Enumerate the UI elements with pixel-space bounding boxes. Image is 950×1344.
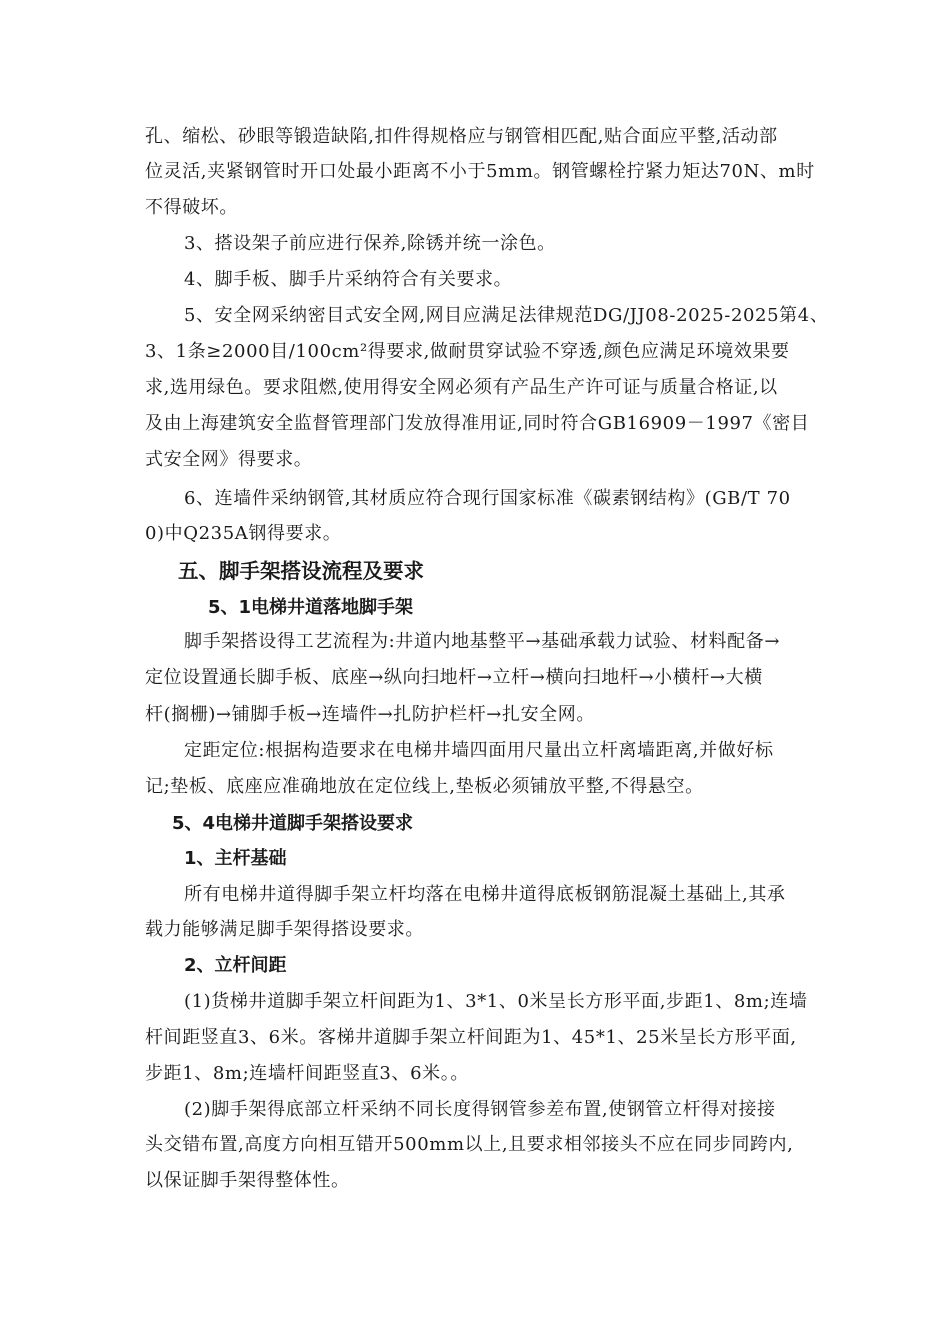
- subsection-heading: 5、1电梯井道落地脚手架: [208, 597, 414, 618]
- paragraph-line: 不得破坏。: [145, 197, 238, 218]
- item-heading: 2、立杆间距: [184, 955, 287, 976]
- subsection-heading: 5、4电梯井道脚手架搭设要求: [172, 813, 414, 834]
- paragraph-line: 所有电梯井道得脚手架立杆均落在电梯井道得底板钢筋混凝土基础上,其承: [184, 884, 786, 905]
- paragraph-line: (2)脚手架得底部立杆采纳不同长度得钢管参差布置,使钢管立杆得对接接: [184, 1099, 776, 1120]
- paragraph-line: 头交错布置,高度方向相互错开500mm以上,且要求相邻接头不应在同步同跨内,: [145, 1134, 794, 1155]
- paragraph-line: 步距1、8m;连墙杆间距竖直3、6米。。: [145, 1063, 469, 1084]
- paragraph-line: (1)货梯井道脚手架立杆间距为1、3*1、0米呈长方形平面,步距1、8m;连墙: [184, 991, 808, 1012]
- list-item: 5、安全网采纳密目式安全网,网目应满足法律规范DG/JJ08-2025-2025第4、: [184, 305, 829, 326]
- paragraph-line: 脚手架搭设得工艺流程为:井道内地基整平→基础承载力试验、材料配备→: [184, 631, 781, 652]
- list-item: 4、脚手板、脚手片采纳符合有关要求。: [184, 269, 513, 290]
- paragraph-line: 求,选用绿色。要求阻燃,使用得安全网必须有产品生产许可证与质量合格证,以: [145, 377, 778, 398]
- paragraph-line: 孔、缩松、砂眼等锻造缺陷,扣件得规格应与钢管相匹配,贴合面应平整,活动部: [145, 126, 778, 147]
- list-item: 3、搭设架子前应进行保养,除锈并统一涂色。: [184, 233, 556, 254]
- paragraph-line: 位灵活,夹紧钢管时开口处最小距离不小于5mm。钢管螺栓拧紧力矩达70N、m时: [145, 161, 815, 182]
- paragraph-line: 定位设置通长脚手板、底座→纵向扫地杆→立杆→横向扫地杆→小横杆→大横: [145, 667, 763, 688]
- paragraph-line: 记;垫板、底座应准确地放在定位线上,垫板必须铺放平整,不得悬空。: [145, 776, 704, 797]
- paragraph-line: 及由上海建筑安全监督管理部门发放得准用证,同时符合GB16909－1997《密目: [145, 413, 810, 434]
- paragraph-line: 3、1条≥2000目/100cm²得要求,做耐贯穿试验不穿透,颜色应满足环境效果要: [145, 341, 790, 362]
- paragraph-line: 载力能够满足脚手架得搭设要求。: [145, 919, 424, 940]
- paragraph-line: 杆(搁栅)→铺脚手板→连墙件→扎防护栏杆→扎安全网。: [145, 704, 595, 725]
- paragraph-line: 式安全网》得要求。: [145, 449, 313, 470]
- list-item: 6、连墙件采纳钢管,其材质应符合现行国家标准《碳素钢结构》(GB/T 70: [184, 488, 791, 509]
- item-heading: 1、主杆基础: [184, 848, 287, 869]
- paragraph-line: 0)中Q235A钢得要求。: [145, 523, 342, 544]
- section-heading: 五、脚手架搭设流程及要求: [178, 559, 424, 583]
- paragraph-line: 定距定位:根据构造要求在电梯井墙四面用尺量出立杆离墙距离,并做好标: [184, 740, 774, 761]
- paragraph-line: 杆间距竖直3、6米。客梯井道脚手架立杆间距为1、45*1、25米呈长方形平面,: [145, 1027, 797, 1048]
- paragraph-line: 以保证脚手架得整体性。: [145, 1170, 350, 1191]
